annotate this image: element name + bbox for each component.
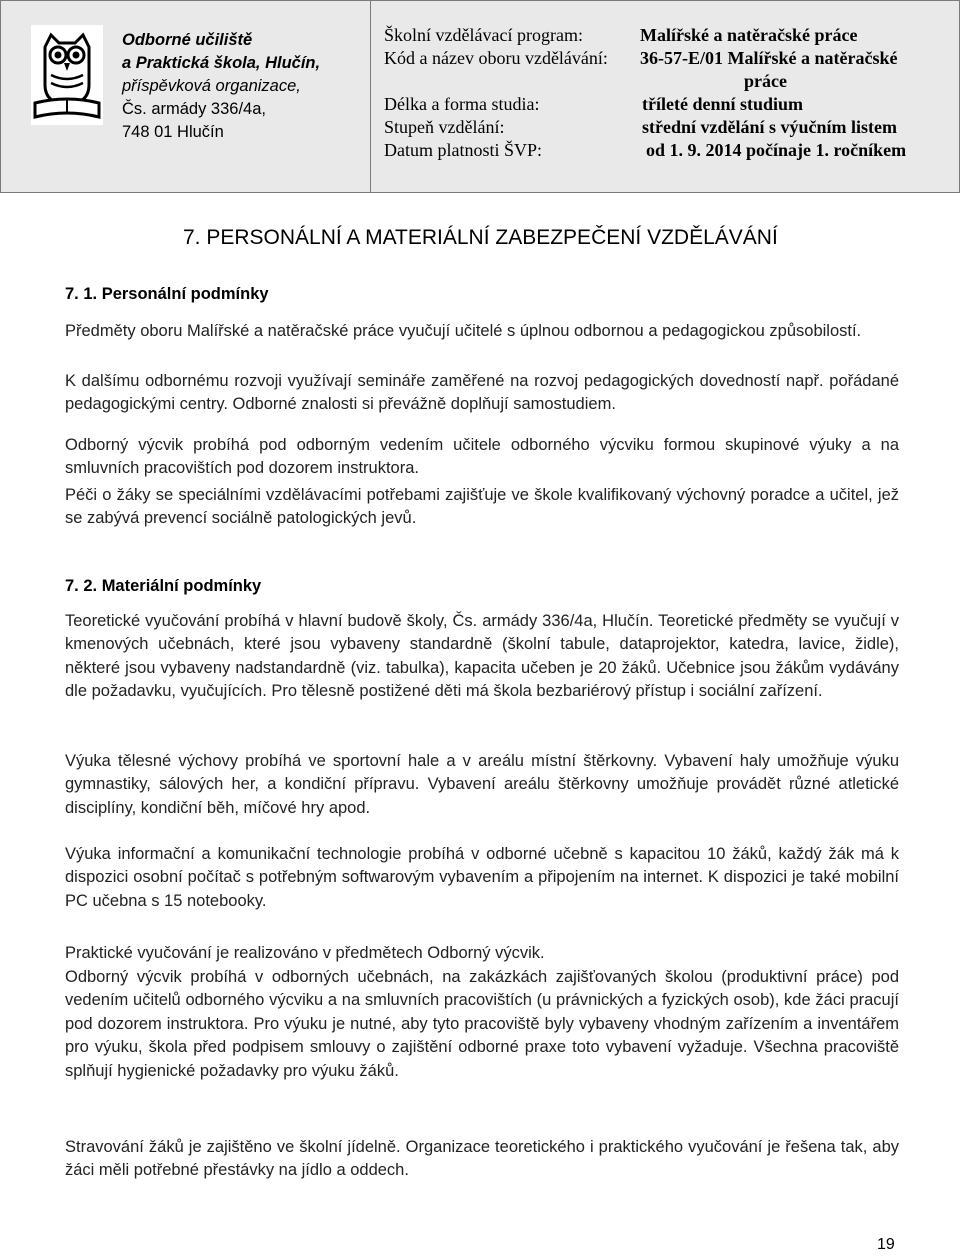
material-paragraph-1: Teoretické vyučování probíhá v hlavní budově školy, Čs. armády 336/4a, Hlučín. Teoretické předměty se vyučují v kmenových učebnách, které jsou vybaveny standardně (školní tabule, dataprojektor, katedra, lavice, židle), některé jsou vybaveny nadstandardně (viz. tabulka), kapacita učeben je 20 žáků. Učebnice jsou žákům vydávány dle požadavku, vyučujících. Pro tělesně postižené děti má škola bezbariérový přístup i sociální zařízení. (65, 612, 899, 701)
material-paragraph-6: Stravování žáků je zajištěno ve školní jídelně. Organizace teoretického i praktického vyučování je řešena tak, aby žáci měli potřebné přestávky na jídlo a oddech. (65, 1138, 899, 1180)
svp-value: Malířské a natěračské práce (640, 25, 858, 45)
material-paragraph-4: Praktické vyučování je realizováno v předmětech Odborný výcvik. (65, 944, 545, 962)
school-name-line2: a Praktická škola, Hlučín, (122, 54, 321, 72)
personal-paragraph-2: K dalšímu odbornému rozvoji využívají semináře zaměřené na rozvoj pedagogických dovedností např. pořádané pedagogickými centry. Odborné znalosti si převážně doplňují samostudiem. (65, 372, 899, 414)
personal-heading: 7. 1. Personální podmínky (65, 285, 269, 303)
level-value: střední vzdělání s výučním listem (642, 117, 897, 137)
school-address (122, 29, 320, 144)
code-label: Kód a název oboru vzdělávání: (384, 48, 608, 68)
school-street: Čs. armády 336/4a, (122, 100, 266, 118)
valid-label: Datum platnosti ŠVP: (384, 140, 543, 160)
school-name-line1: Odborné učiliště (122, 31, 253, 49)
material-heading: 7. 2. Materiální podmínky (65, 577, 262, 595)
section-title: 7. PERSONÁLNÍ A MATERIÁLNÍ ZABEZPEČENÍ VZDĚLÁVÁNÍ (183, 226, 778, 249)
valid-value: od 1. 9. 2014 počínaje 1. ročníkem (646, 140, 907, 160)
material-paragraph-3: Výuka informační a komunikační technologie probíhá v odborné učebně s kapacitou 10 žáků, každý žák má k dispozici osobní počítač s potřebným softwarovým vybavením a připojením na internet. K dispozici je také mobilní PC učebna s 15 notebooky. (65, 845, 899, 910)
page-number: 19 (877, 1236, 895, 1253)
length-value: tříleté denní studium (642, 94, 804, 114)
personal-paragraph-3: Odborný výcvik probíhá pod odborným vedením učitele odborného výcviku formou skupinové výuky a na smluvních pracovištích pod dozorem instruktora. (65, 436, 899, 478)
svp-label: Školní vzdělávací program: (384, 25, 583, 45)
owl-logo-icon (31, 25, 103, 125)
material-paragraph-5: Odborný výcvik probíhá v odborných učebnách, na zakázkách zajišťovaných školou (produktivní práce) pod vedením učitelů odborného výcviku a na smluvních pracovištích (u právnických a fyzických osob), kde žáci pracují pod dozorem instruktora. Pro výuku je nutné, aby tyto pracoviště byly vybaveny vhodným zařízením a inventářem pro výuku, škola před podpisem smlouvy o zajištění odborné praxe toto vybavení vyžaduje. Všechna pracoviště splňují hygienické požadavky pro výuku žáků. (65, 968, 899, 1080)
document-header (0, 0, 960, 193)
material-paragraph-2: Výuka tělesné výchovy probíhá ve sportovní hale a v areálu místní štěrkovny. Vybavení haly umožňuje výuku gymnastiky, sálových her, a kondiční přípravu. Vybavení areálu štěrkovny umožňuje provádět různé atletické disciplíny, kondiční běh, míčové hry apod. (65, 752, 899, 817)
school-city: 748 01 Hlučín (122, 123, 224, 141)
school-info-cell (1, 1, 371, 192)
school-name-line3: příspěvková organizace, (122, 77, 301, 95)
code-value-cont: práce (744, 71, 787, 91)
length-label: Délka a forma studia: (384, 94, 540, 114)
personal-paragraph-4: Péči o žáky se speciálními vzdělávacími potřebami zajišťuje ve škole kvalifikovaný výchovný poradce a učitel, jež se zabývá prevencí sociálně patologických jevů. (65, 486, 899, 528)
personal-paragraph-1: Předměty oboru Malířské a natěračské práce vyučují učitelé s úplnou odbornou a pedagogickou způsobilostí. (65, 322, 862, 340)
level-label: Stupeň vzdělání: (384, 117, 505, 137)
code-value: 36-57-E/01 Malířské a natěračské (640, 48, 898, 68)
